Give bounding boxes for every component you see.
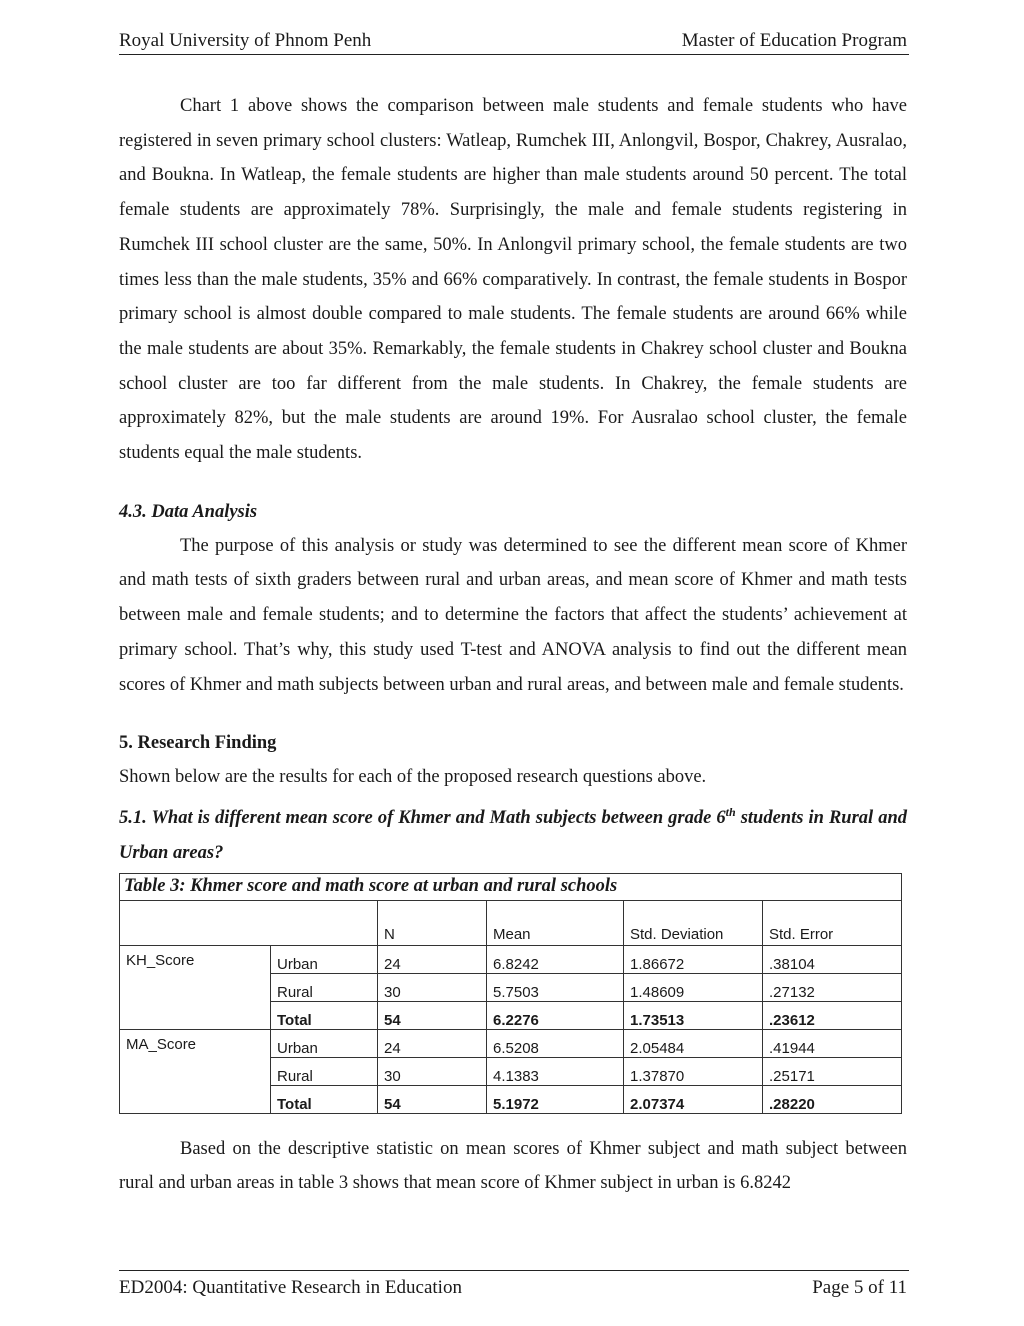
footer-page-number: Page 5 of 11: [812, 1277, 907, 1298]
chart-summary-paragraph: Chart 1 above shows the comparison between male students and female students who have registered in seven primary school clusters: Watleap, Rumchek III, Anlongvil, Bospor, Chakrey, Ausralao, and Boukna. In Watleap, the female students are higher than male students around 50 percent. The total female students are approximately 78%. Surprisingly, the male and female students registering in Rumchek III school cluster are the same, 50%. In Anlongvil primary school, the female students are two times less than the male students, 35% and 66% comparatively. In contrast, the female students in Bospor primary school is almost double compared to male students. The female students are around 66% while the male students are about 35%. Remarkably, the female students in Chakrey school cluster and Boukna school cluster are too far different from the male students. In Chakrey, the female students are approximately 82%, but the male students are around 19%. For Ausralao school cluster, the female students equal the male students.: [119, 96, 907, 464]
cell-n: 24: [378, 945, 487, 973]
group-ma-score: MA_Score: [120, 1029, 271, 1113]
cell-mean: 6.5208: [487, 1029, 624, 1057]
cell-sd: 1.86672: [624, 945, 763, 973]
row-label: Total: [271, 1085, 378, 1113]
cell-sd: 1.73513: [624, 1001, 763, 1029]
cell-n: 30: [378, 973, 487, 1001]
cell-se: .25171: [763, 1057, 902, 1085]
cell-mean: 6.8242: [487, 945, 624, 973]
cell-sd: 1.37870: [624, 1057, 763, 1085]
col-header-n: N: [378, 900, 487, 945]
cell-n: 54: [378, 1085, 487, 1113]
cell-se: .28220: [763, 1085, 902, 1113]
cell-se: .41944: [763, 1029, 902, 1057]
table-caption: Table 3: Khmer score and math score at urban and rural schools: [120, 873, 902, 900]
question-text-end: students in Rural and Urban areas?: [119, 808, 908, 863]
cell-mean: 4.1383: [487, 1057, 624, 1085]
row-label: Urban: [271, 1029, 378, 1057]
cell-mean: 5.1972: [487, 1085, 624, 1113]
data-analysis-paragraph: The purpose of this analysis or study was determined to see the different mean score of Khmer and math tests of sixth graders between rural and urban areas, and mean score of Khmer and math tests between male and female students; and to determine the factors that affect the students’ achievement at primary school. That’s why, this study used T-test and ANOVA analysis to find out the different mean scores of Khmer and math subjects between urban and rural areas, and between male and female students.: [119, 535, 907, 695]
footer-course: ED2004: Quantitative Research in Education: [119, 1277, 462, 1298]
header-program: Master of Education Program: [681, 30, 907, 51]
question-superscript: th: [725, 804, 736, 819]
cell-mean: 5.7503: [487, 973, 624, 1001]
col-header-std-deviation: Std. Deviation: [624, 900, 763, 945]
question-text-start: 5.1. What is different mean score of Khmer and Math subjects between grade 6: [119, 808, 726, 829]
col-header-mean: Mean: [487, 900, 624, 945]
col-header-std-error: Std. Error: [763, 900, 902, 945]
page-footer: [119, 1270, 909, 1298]
data-analysis-heading: 4.3. Data Analysis: [119, 501, 258, 522]
cell-sd: 2.07374: [624, 1085, 763, 1113]
cell-n: 54: [378, 1001, 487, 1029]
cell-se: .27132: [763, 973, 902, 1001]
finding-intro: Shown below are the results for each of the proposed research questions above.: [119, 767, 707, 788]
cell-sd: 1.48609: [624, 973, 763, 1001]
table-3-scores: [119, 873, 902, 1114]
cell-se: .23612: [763, 1001, 902, 1029]
row-label: Rural: [271, 1057, 378, 1085]
table-row: [120, 945, 902, 973]
cell-n: 30: [378, 1057, 487, 1085]
group-kh-score: KH_Score: [120, 945, 271, 1029]
page-header: [119, 30, 909, 55]
header-institution: Royal University of Phnom Penh: [119, 30, 372, 51]
research-finding-heading: 5. Research Finding: [119, 733, 277, 754]
row-label: Total: [271, 1001, 378, 1029]
cell-sd: 2.05484: [624, 1029, 763, 1057]
row-label: Urban: [271, 945, 378, 973]
cell-se: .38104: [763, 945, 902, 973]
research-question-5-1: [119, 795, 907, 871]
row-label: Rural: [271, 973, 378, 1001]
cell-n: 24: [378, 1029, 487, 1057]
table-header-empty: [120, 900, 378, 945]
table-row: [120, 1029, 902, 1057]
page-body: [119, 89, 907, 1201]
table-header-row: [120, 900, 902, 945]
after-table-paragraph: Based on the descriptive statistic on mean scores of Khmer subject and math subject between rural and urban areas in table 3 shows that mean score of Khmer subject in urban is 6.8242: [119, 1138, 907, 1194]
cell-mean: 6.2276: [487, 1001, 624, 1029]
